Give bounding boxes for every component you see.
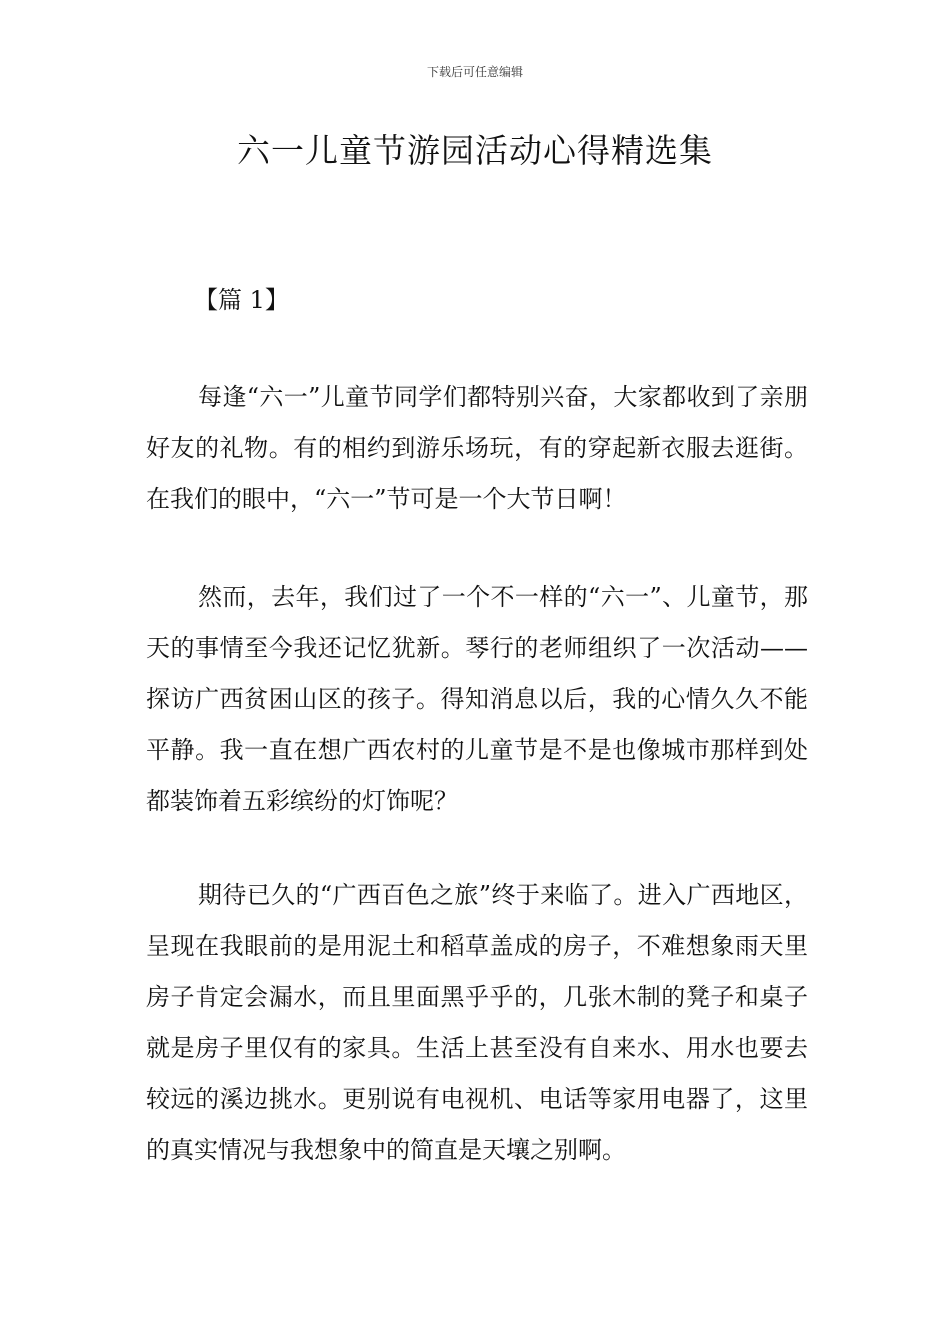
page-header-note: 下载后可任意编辑 [426, 65, 523, 79]
section-label: 【篇 1】 [194, 286, 289, 314]
body-paragraph-2: 然而，去年，我们过了一个不一样的“六一”、儿童节，那天的事情至今我还记忆犹新。琴行的老师组织了一次活动——探访广西贫困山区的孩子。得知消息以后，我的心情久久不能平静。我一直在想广西农村的儿童节是不是也像城市那样到处都装饰着五彩缤纷的灯饰呢？ [146, 583, 808, 815]
body-paragraph-1: 每逢“六一”儿童节同学们都特别兴奋，大家都收到了亲朋好友的礼物。有的相约到游乐场玩，有的穿起新衣服去逛街。在我们的眼中，“六一”节可是一个大节日啊！ [146, 383, 808, 513]
body-paragraph-3: 期待已久的“广西百色之旅”终于来临了。进入广西地区，呈现在我眼前的是用泥土和稻草盖成的房子，不难想象雨天里房子肯定会漏水，而且里面黑乎乎的，几张木制的凳子和桌子就是房子里仅有的家具。生活上甚至没有自来水、用水也要去较远的溪边挑水。更别说有电视机、电话等家用电器了，这里的真实情况与我想象中的简直是天壤之别啊。 [146, 881, 808, 1164]
document-title: 六一儿童节游园活动心得精选集 [237, 131, 713, 170]
